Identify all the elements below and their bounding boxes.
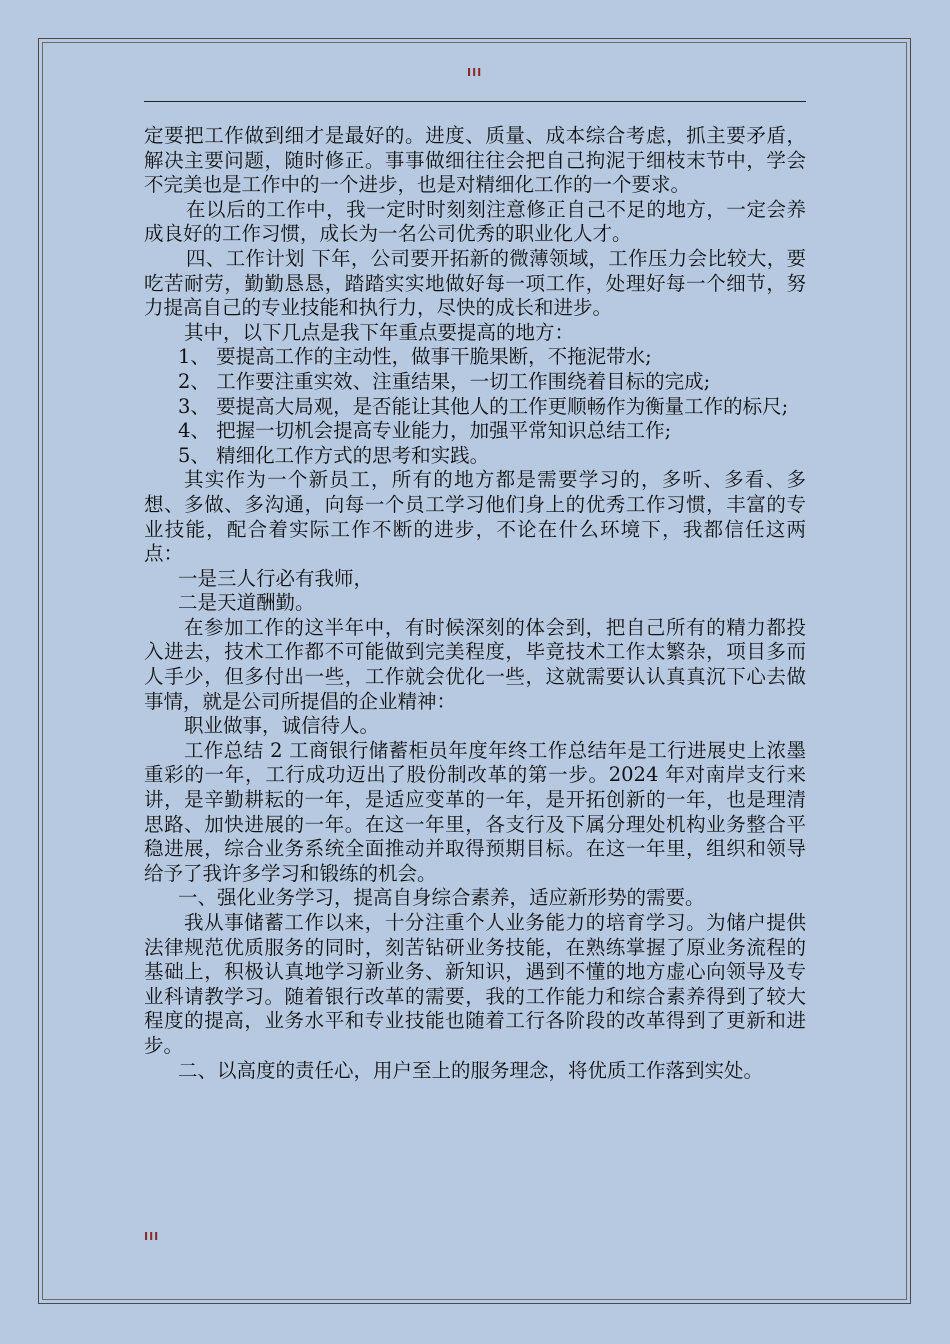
document-body (144, 124, 806, 1083)
header-mark: III (467, 66, 483, 79)
list-item: 5、 精细化工作方式的思考和实践。 (178, 443, 490, 467)
paragraph: 其实作为一个新员工，所有的地方都是需要学习的，多听、多看、多想、多做、多沟通，向每一个员工学习他们身上的优秀工作习惯，丰富的专业技能，配合着实际工作不断的进步，不论在什么环境下，我都信任这两点： (144, 468, 806, 566)
paragraph: 一是三人行必有我师， (178, 566, 374, 590)
paragraph: 定要把工作做到细才是最好的。进度、质量、成本综合考虑，抓主要矛盾，解决主要问题，随时修正。事事做细往往会把自己拘泥于细枝末节中，学会不完美也是工作中的一个进步，也是对精细化工作的一个要求。 (144, 124, 806, 197)
paragraph: 在以后的工作中，我一定时时刻刻注意修正自己不足的地方，一定会养成良好的工作习惯，成长为一名公司优秀的职业化人才。 (144, 197, 806, 246)
list-item: 1、 要提高工作的主动性，做事干脆果断，不拖泥带水; (178, 345, 652, 369)
paragraph: 工作总结 2 工商银行储蓄柜员年度年终工作总结年是工行进展史上浓墨重彩的一年，工行成功迈出了股份制改革的第一步。2024 年对南岸支行来讲，是辛勤耕耘的一年，是适应变革的一年，是开拓创新的一年，也是理清思路、加快进展的一年。在这一年里，各支行及下属分理处机构业务整合平稳进展，综合业务系统全面推动并取得预期目标。在这一年里，组织和领导给予了我许多学习和锻练的机会。 (144, 738, 806, 885)
paragraph: 四、工作计划 下年，公司要开拓新的微薄领域，工作压力会比较大，要吃苦耐劳，勤勤恳恳，踏踏实实地做好每一项工作，处理好每一个细节，努力提高自己的专业技能和执行力，尽快的成长和进步。 (144, 246, 806, 320)
paragraph: 在参加工作的这半年中，有时候深刻的体会到，把自己所有的精力都投入进去，技术工作都不可能做到完美程度，毕竟技术工作太繁杂，项目多而人手少，但多付出一些，工作就会优化一些，这就需要认认真真沉下心去做事情，就是公司所提倡的企业精神： (144, 615, 806, 713)
paragraph: 其中，以下几点是我下年重点要提高的地方： (184, 320, 575, 344)
paragraph: 二是天道酬勤。 (178, 591, 315, 615)
header-rule (144, 101, 806, 102)
list-item: 3、 要提高大局观，是否能让其他人的工作更顺畅作为衡量工作的标尺; (178, 394, 789, 418)
list-item: 4、 把握一切机会提高专业能力，加强平常知识总结工作; (178, 419, 672, 443)
list-item: 2、 工作要注重实效、注重结果，一切工作围绕着目标的完成; (178, 369, 711, 393)
section-heading: 一、强化业务学习，提高自身综合素养，适应新形势的需要。 (178, 886, 705, 910)
paragraph: 我从事储蓄工作以来，十分注重个人业务能力的培育学习。为储户提供法律规范优质服务的同时，刻苦钻研业务技能，在熟练掌握了原业务流程的基础上，积极认真地学习新业务、新知识，遇到不懂的地方虚心向领导及专业科请教学习。随着银行改革的需要，我的工作能力和综合素养得到了较大程度的提高，业务水平和专业技能也随着工行各阶段的改革得到了更新和进步。 (144, 911, 806, 1057)
section-heading: 二、以高度的责任心，用户至上的服务理念，将优质工作落到实处。 (178, 1058, 764, 1082)
paragraph: 职业做事，诚信待人。 (184, 714, 380, 738)
footer-mark: III (144, 1230, 160, 1243)
